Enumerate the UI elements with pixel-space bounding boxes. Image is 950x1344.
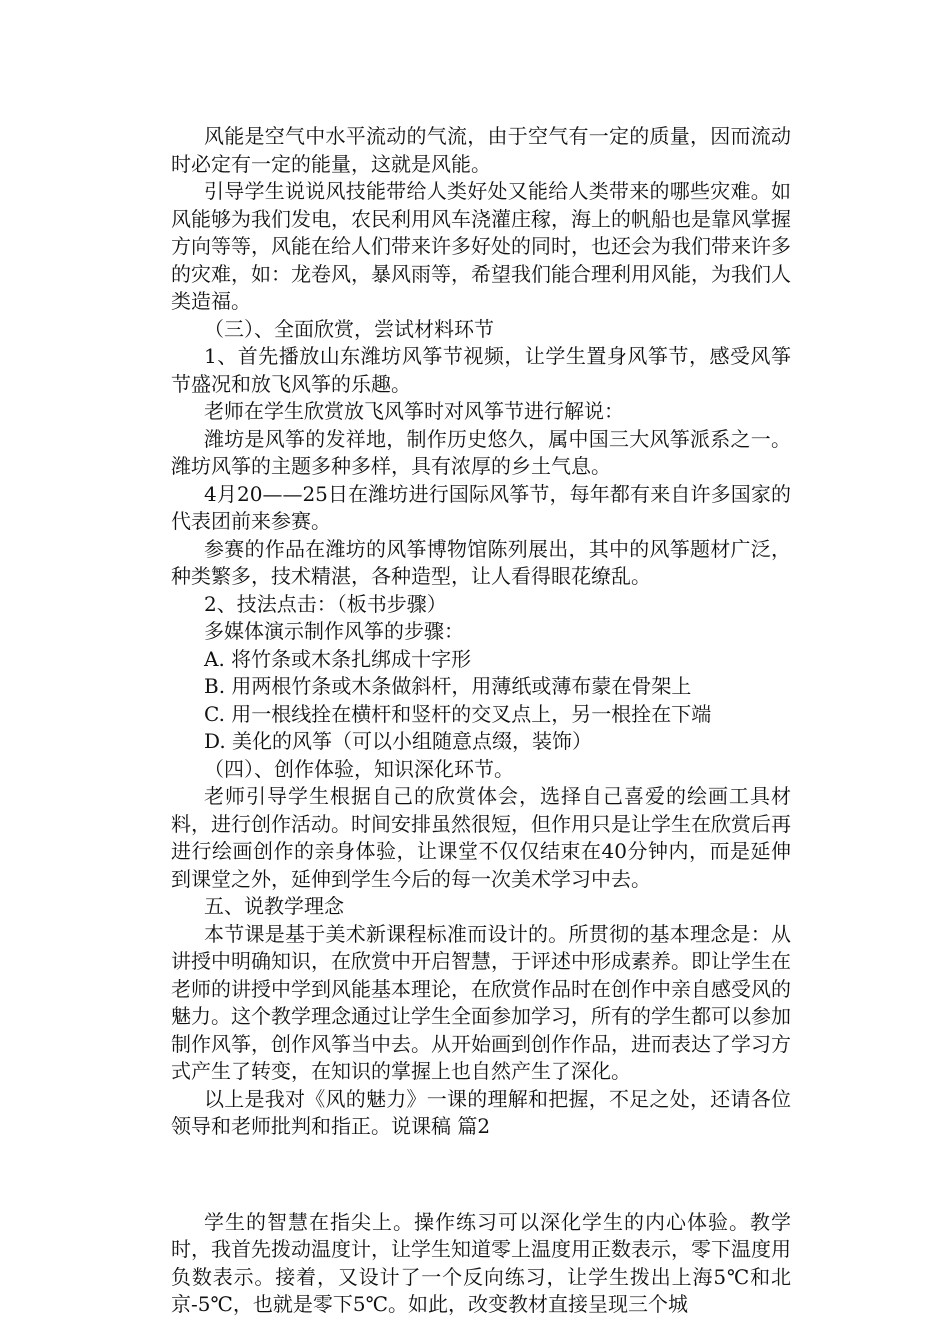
- section-gap: [171, 1141, 791, 1209]
- paragraph-closing-remarks: 以上是我对《风的魅力》一课的理解和把握，不足之处，还请各位领导和老师批判和指正。说课稿 篇2: [171, 1086, 791, 1138]
- heading-teaching-philosophy: 五、说教学理念: [204, 894, 344, 918]
- paragraph-museum-exhibition: 参赛的作品在潍坊的风筝博物馆陈列展出，其中的风筝题材广泛，种类繁多，技术精湛，各种造型，让人看得眼花缭乱。: [171, 536, 791, 588]
- paragraph-teacher-commentary: 老师在学生欣赏放飞风筝时对风筝节进行解说：: [204, 399, 624, 423]
- list-item-step-b: B. 用两根竹条或木条做斜杆，用薄纸或薄布蒙在骨架上: [204, 674, 692, 698]
- list-item-step-c: C. 用一根线拴在横杆和竖杆的交叉点上，另一根拴在下端: [204, 701, 712, 726]
- paragraph-international-festival: 4月20——25日在潍坊进行国际风筝节，每年都有来自许多国家的代表团前来参赛。: [171, 481, 791, 533]
- paragraph-teaching-philosophy: 本节课是基于美术新课程标准而设计的。所贯彻的基本理念是：从讲授中明确知识，在欣赏中开启智慧，于评述中形成素养。即让学生在老师的讲授中学到风能基本理论，在欣赏作品时在创作中亲自感受风的魅力。这个教学理念通过让学生全面参加学习，所有的学生都可以参加制作风筝，创作风筝当中去。从开始画到创作作品，进而表达了学习方式产生了转变，在知识的掌握上也自然产生了深化。: [171, 921, 791, 1083]
- paragraph-creative-activity: 老师引导学生根据自己的欣赏体会，选择自己喜爱的绘画工具材料，进行创作活动。时间安排虽然很短，但作用只是让学生在欣赏后再进行绘画创作的亲身体验，让课堂不仅仅结束在40分钟内，而是延伸到课堂之外，延伸到学生今后的每一次美术学习中去。: [171, 784, 791, 891]
- paragraph-multimedia-steps: 多媒体演示制作风筝的步骤：: [204, 619, 464, 643]
- list-item-step-d: D. 美化的风筝（可以小组随意点缀，装饰）: [204, 729, 593, 753]
- paragraph-weifang-origin: 潍坊是风筝的发祥地，制作历史悠久，属中国三大风筝派系之一。潍坊风筝的主题多种多样，具有浓厚的乡土气息。: [171, 426, 791, 478]
- document-body: [171, 123, 791, 1319]
- heading-section-three: （三）、全面欣赏，尝试材料环节: [204, 316, 494, 341]
- heading-technique-tips: 2、技法点击：（板书步骤）: [204, 591, 447, 616]
- heading-section-four: （四）、创作体验，知识深化环节。: [204, 756, 514, 781]
- paragraph-wind-benefits-disasters: 引导学生说说风技能带给人类好处又能给人类带来的哪些灾难。如风能够为我们发电，农民利用风车浇灌庄稼，海上的帆船也是靠风掌握方向等等，风能在给人们带来许多好处的同时，也还会为我们带来许多的灾难，如：龙卷风，暴风雨等，希望我们能合理利用风能，为我们人类造福。: [171, 179, 791, 313]
- list-item-step-a: A. 将竹条或木条扎绑成十字形: [204, 646, 472, 671]
- paragraph-student-wisdom: 学生的智慧在指尖上。操作练习可以深化学生的内心体验。教学时，我首先拨动温度计，让学生知道零上温度用正数表示，零下温度用负数表示。接着，又设计了一个反向练习，让学生拨出上海5℃和北京-5℃，也就是零下5℃。如此，改变教材直接呈现三个城: [171, 1209, 791, 1316]
- paragraph-wind-energy-definition: 风能是空气中水平流动的气流，由于空气有一定的质量，因而流动时必定有一定的能量，这就是风能。: [171, 124, 791, 176]
- paragraph-kite-festival-video: 1、首先播放山东潍坊风筝节视频，让学生置身风筝节，感受风筝节盛况和放飞风筝的乐趣。: [171, 344, 791, 396]
